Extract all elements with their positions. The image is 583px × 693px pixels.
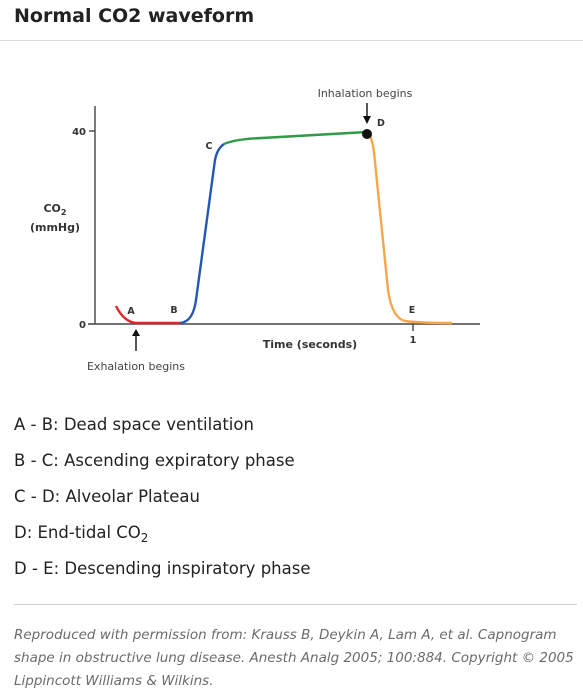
- point-label-a: A: [127, 306, 135, 317]
- phase-legend: [14, 410, 310, 590]
- legend-item-bc: B - C: Ascending expiratory phase: [14, 451, 295, 470]
- title-divider: [0, 40, 583, 41]
- x-axis-label: Time (seconds): [262, 338, 358, 351]
- point-label-b: B: [170, 305, 178, 316]
- inhalation-annotation: Inhalation begins: [317, 87, 413, 100]
- page-title: Normal CO2 waveform: [14, 5, 255, 27]
- legend-item-d-text: D: End-tidal CO: [14, 523, 141, 542]
- y-axis-label: $CO_2$: [43, 202, 67, 217]
- legend-item-cd: C - D: Alveolar Plateau: [14, 487, 200, 506]
- end-tidal-point: [362, 129, 372, 139]
- exhalation-arrow-head: [132, 329, 140, 336]
- segment-d-e: [367, 132, 452, 323]
- legend-item-d-subscript: 2: [140, 531, 149, 545]
- point-label-d: D: [377, 118, 385, 129]
- point-label-e: E: [408, 305, 416, 316]
- legend-item-ab: A - B: Dead space ventilation: [14, 415, 254, 434]
- legend-item-d: [14, 518, 310, 554]
- y-tick-label-top: 40: [72, 127, 86, 138]
- x-tick-label: 1: [409, 335, 417, 346]
- citation-text: Reproduced with permission from: Krauss B, Deykin A, Lam A, et al. Capnogram shape in obstructive lung disease. Anesth Analg 2005; 100:884. Copyright © 2005 Lippincott Williams & Wilkins.: [14, 627, 574, 689]
- legend-item-de: D - E: Descending inspiratory phase: [14, 559, 311, 578]
- segment-b-c: [180, 144, 224, 323]
- segment-c-d: [224, 132, 367, 144]
- y-tick-label-bottom: 0: [79, 320, 86, 331]
- capnogram-diagram: [0, 60, 583, 390]
- footer-divider: [14, 604, 577, 605]
- point-label-c: C: [205, 141, 213, 152]
- inhalation-arrow-head: [363, 116, 371, 124]
- exhalation-annotation: Exhalation begins: [86, 360, 186, 373]
- y-axis-unit: (mmHg): [29, 221, 81, 234]
